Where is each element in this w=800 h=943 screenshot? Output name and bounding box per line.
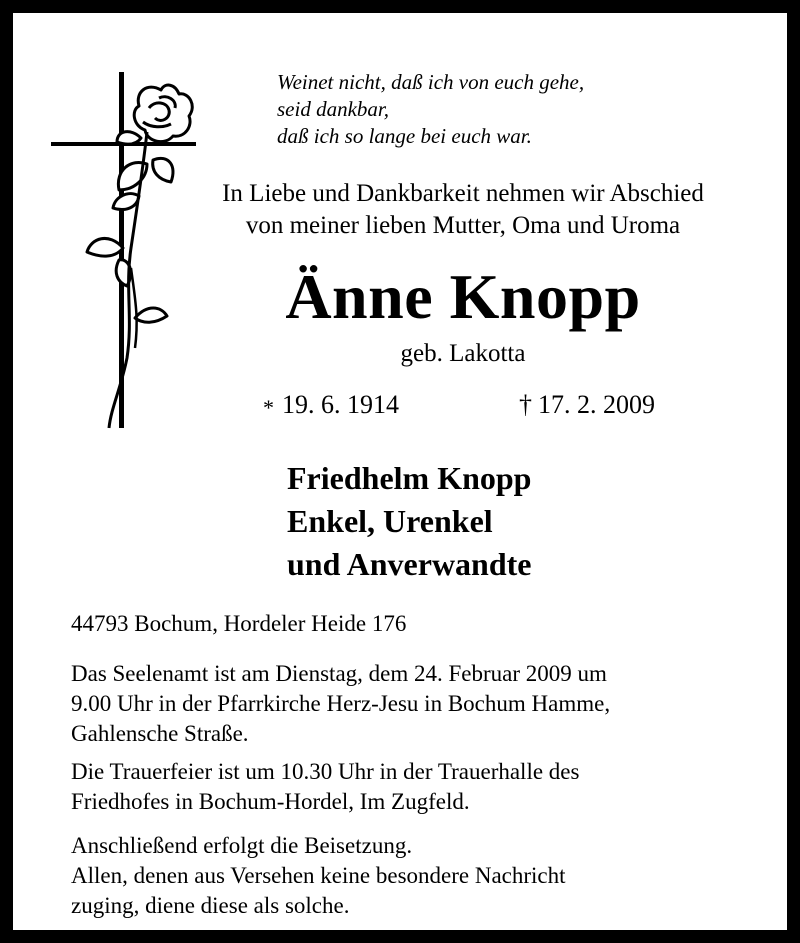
closing-line: Anschließend erfolgt die Beisetzung. xyxy=(71,833,413,858)
closing-info xyxy=(71,831,566,921)
deceased-name: Änne Knopp xyxy=(285,261,641,332)
death-date-value: 17. 2. 2009 xyxy=(538,390,655,419)
intro-line: In Liebe und Dankbarkeit nehmen wir Abschied xyxy=(222,180,704,207)
death-cross-icon: † xyxy=(519,390,532,419)
mourners xyxy=(287,457,532,586)
poem-line: seid dankbar, xyxy=(277,97,389,121)
requiem-line: 9.00 Uhr in der Pfarrkirche Herz-Jesu in Bochum Hamme, xyxy=(71,691,611,716)
birth-star-icon: * xyxy=(263,395,274,420)
poem xyxy=(277,69,584,150)
ceremony-line: Die Trauerfeier ist um 10.30 Uhr in der Trauerhalle des xyxy=(71,759,580,784)
requiem-line: Das Seelenamt ist am Dienstag, dem 24. Februar 2009 um xyxy=(71,661,607,686)
mourner-line: und Anverwandte xyxy=(287,546,532,582)
intro-line: von meiner lieben Mutter, Oma und Uroma xyxy=(245,212,681,239)
mourner-line: Friedhelm Knopp xyxy=(287,460,532,496)
birth-date-value: 19. 6. 1914 xyxy=(282,390,399,419)
closing-line: zuging, diene diese als solche. xyxy=(71,893,350,918)
poem-line: daß ich so lange bei euch war. xyxy=(277,124,532,148)
cross-with-rose-icon xyxy=(43,68,213,433)
farewell-intro xyxy=(173,178,753,242)
closing-line: Allen, denen aus Versehen keine besondere Nachricht xyxy=(71,863,566,888)
mourner-line: Enkel, Urenkel xyxy=(287,503,493,539)
ceremony-line: Friedhofes in Bochum-Hordel, Im Zugfeld. xyxy=(71,789,470,814)
poem-line: Weinet nicht, daß ich von euch gehe, xyxy=(277,70,585,94)
death-date xyxy=(519,388,655,422)
maiden-name: geb. Lakotta xyxy=(400,340,526,367)
requiem-info xyxy=(71,659,610,749)
birth-date xyxy=(263,388,399,423)
ceremony-info xyxy=(71,757,579,817)
requiem-line: Gahlensche Straße. xyxy=(71,721,249,746)
address: 44793 Bochum, Hordeler Heide 176 xyxy=(71,611,407,636)
